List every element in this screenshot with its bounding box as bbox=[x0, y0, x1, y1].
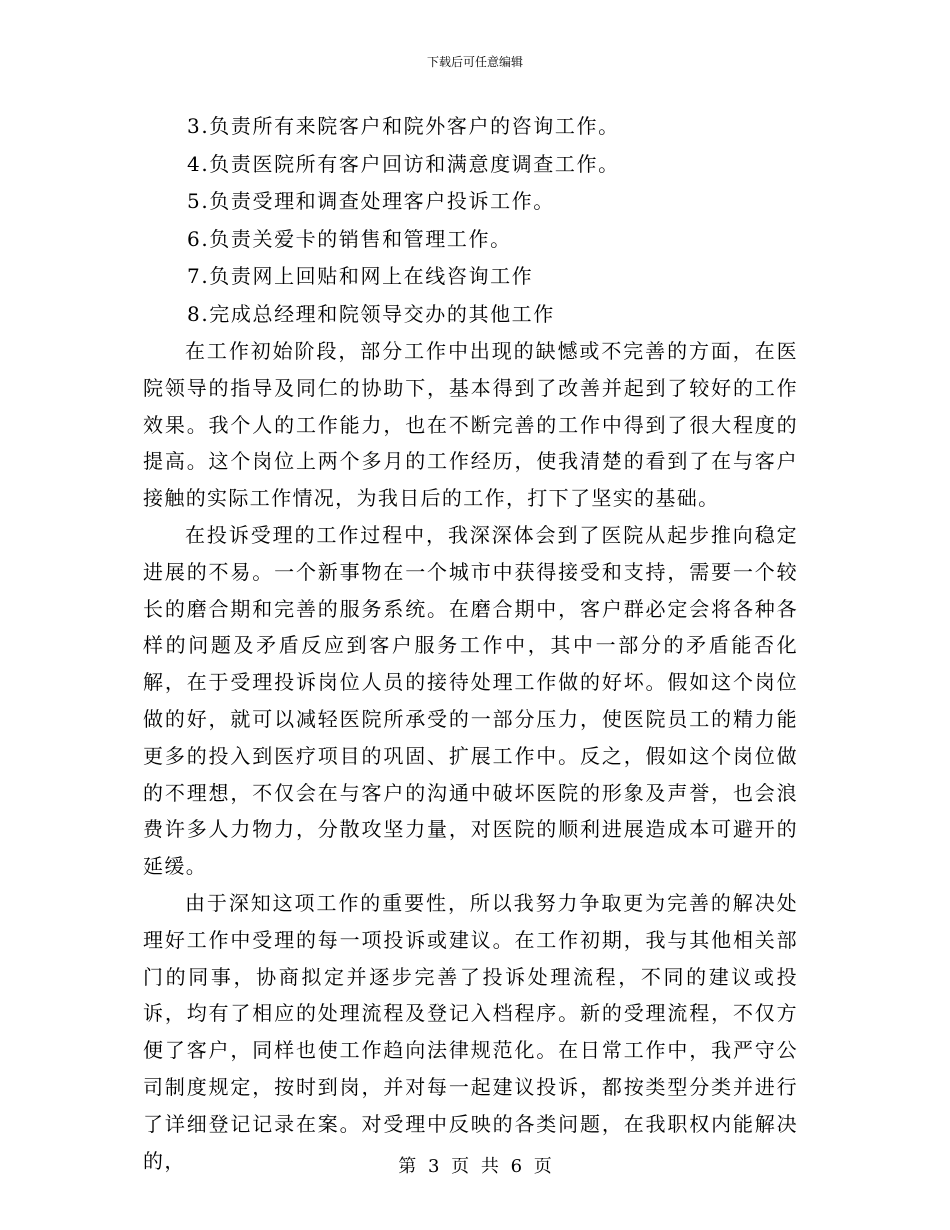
list-item: 6.负责关爱卡的销售和管理工作。 bbox=[187, 226, 512, 251]
paragraph: 在工作初始阶段，部分工作中出现的缺憾或不完善的方面，在医院领导的指导及同仁的协助下，基本得到了改善并起到了较好的工作效果。我个人的工作能力，也在不断完善的工作中得到了很大程度的提高。这个岗位上两个多月的工作经历，使我清楚的看到了在与客户接触的实际工作情况，为我日后的工作，打下了坚实的基础。 bbox=[143, 339, 798, 511]
list-item: 7.负责网上回贴和网上在线咨询工作 bbox=[187, 264, 534, 288]
paragraph: 在投诉受理的工作过程中，我深深体会到了医院从起步推向稳定进展的不易。一个新事物在一个城市中获得接受和支持，需要一个较长的磨合期和完善的服务系统。在磨合期中，客户群必定会将各种各样的问题及矛盾反应到客户服务工作中，其中一部分的矛盾能否化解，在于受理投诉岗位人员的接待处理工作做的好坏。假如这个岗位做的好，就可以减轻医院所承受的一部分压力，使医院员工的精力能更多的投入到医疗项目的巩固、扩展工作中。反之，假如这个岗位做的不理想，不仅会在与客户的沟通中破坏医院的形象及声誉，也会浪费许多人力物力，分散攻坚力量，对医院的顺利进展造成本可避开的延缓。 bbox=[143, 522, 798, 879]
list-item: 4.负责医院所有客户回访和满意度调查工作。 bbox=[187, 151, 620, 176]
page-number: 第 3 页 共 6 页 bbox=[398, 1156, 552, 1177]
document-body bbox=[143, 108, 798, 1179]
list-item: 5.负责受理和调查处理客户投诉工作。 bbox=[187, 189, 555, 213]
list-item: 3.负责所有来院客户和院外客户的咨询工作。 bbox=[187, 114, 620, 138]
paragraph: 由于深知这项工作的重要性，所以我努力争取更为完善的解决处理好工作中受理的每一项投诉或建议。在工作初期，我与其他相关部门的同事，协商拟定并逐步完善了投诉处理流程，不同的建议或投诉，均有了相应的处理流程及登记入档程序。新的受理流程，不仅方便了客户，同样也使工作趋向法律规范化。在日常工作中，我严守公司制度规定，按时到岗，并对每一起建议投诉，都按类型分类并进行了详细登记记录在案。对受理中反映的各类问题，在我职权内能解决的， bbox=[143, 890, 798, 1173]
header-note: 下载后可任意编辑 bbox=[426, 55, 523, 69]
list-item: 8.完成总经理和院领导交办的其他工作 bbox=[187, 301, 555, 326]
duty-list bbox=[143, 108, 798, 333]
